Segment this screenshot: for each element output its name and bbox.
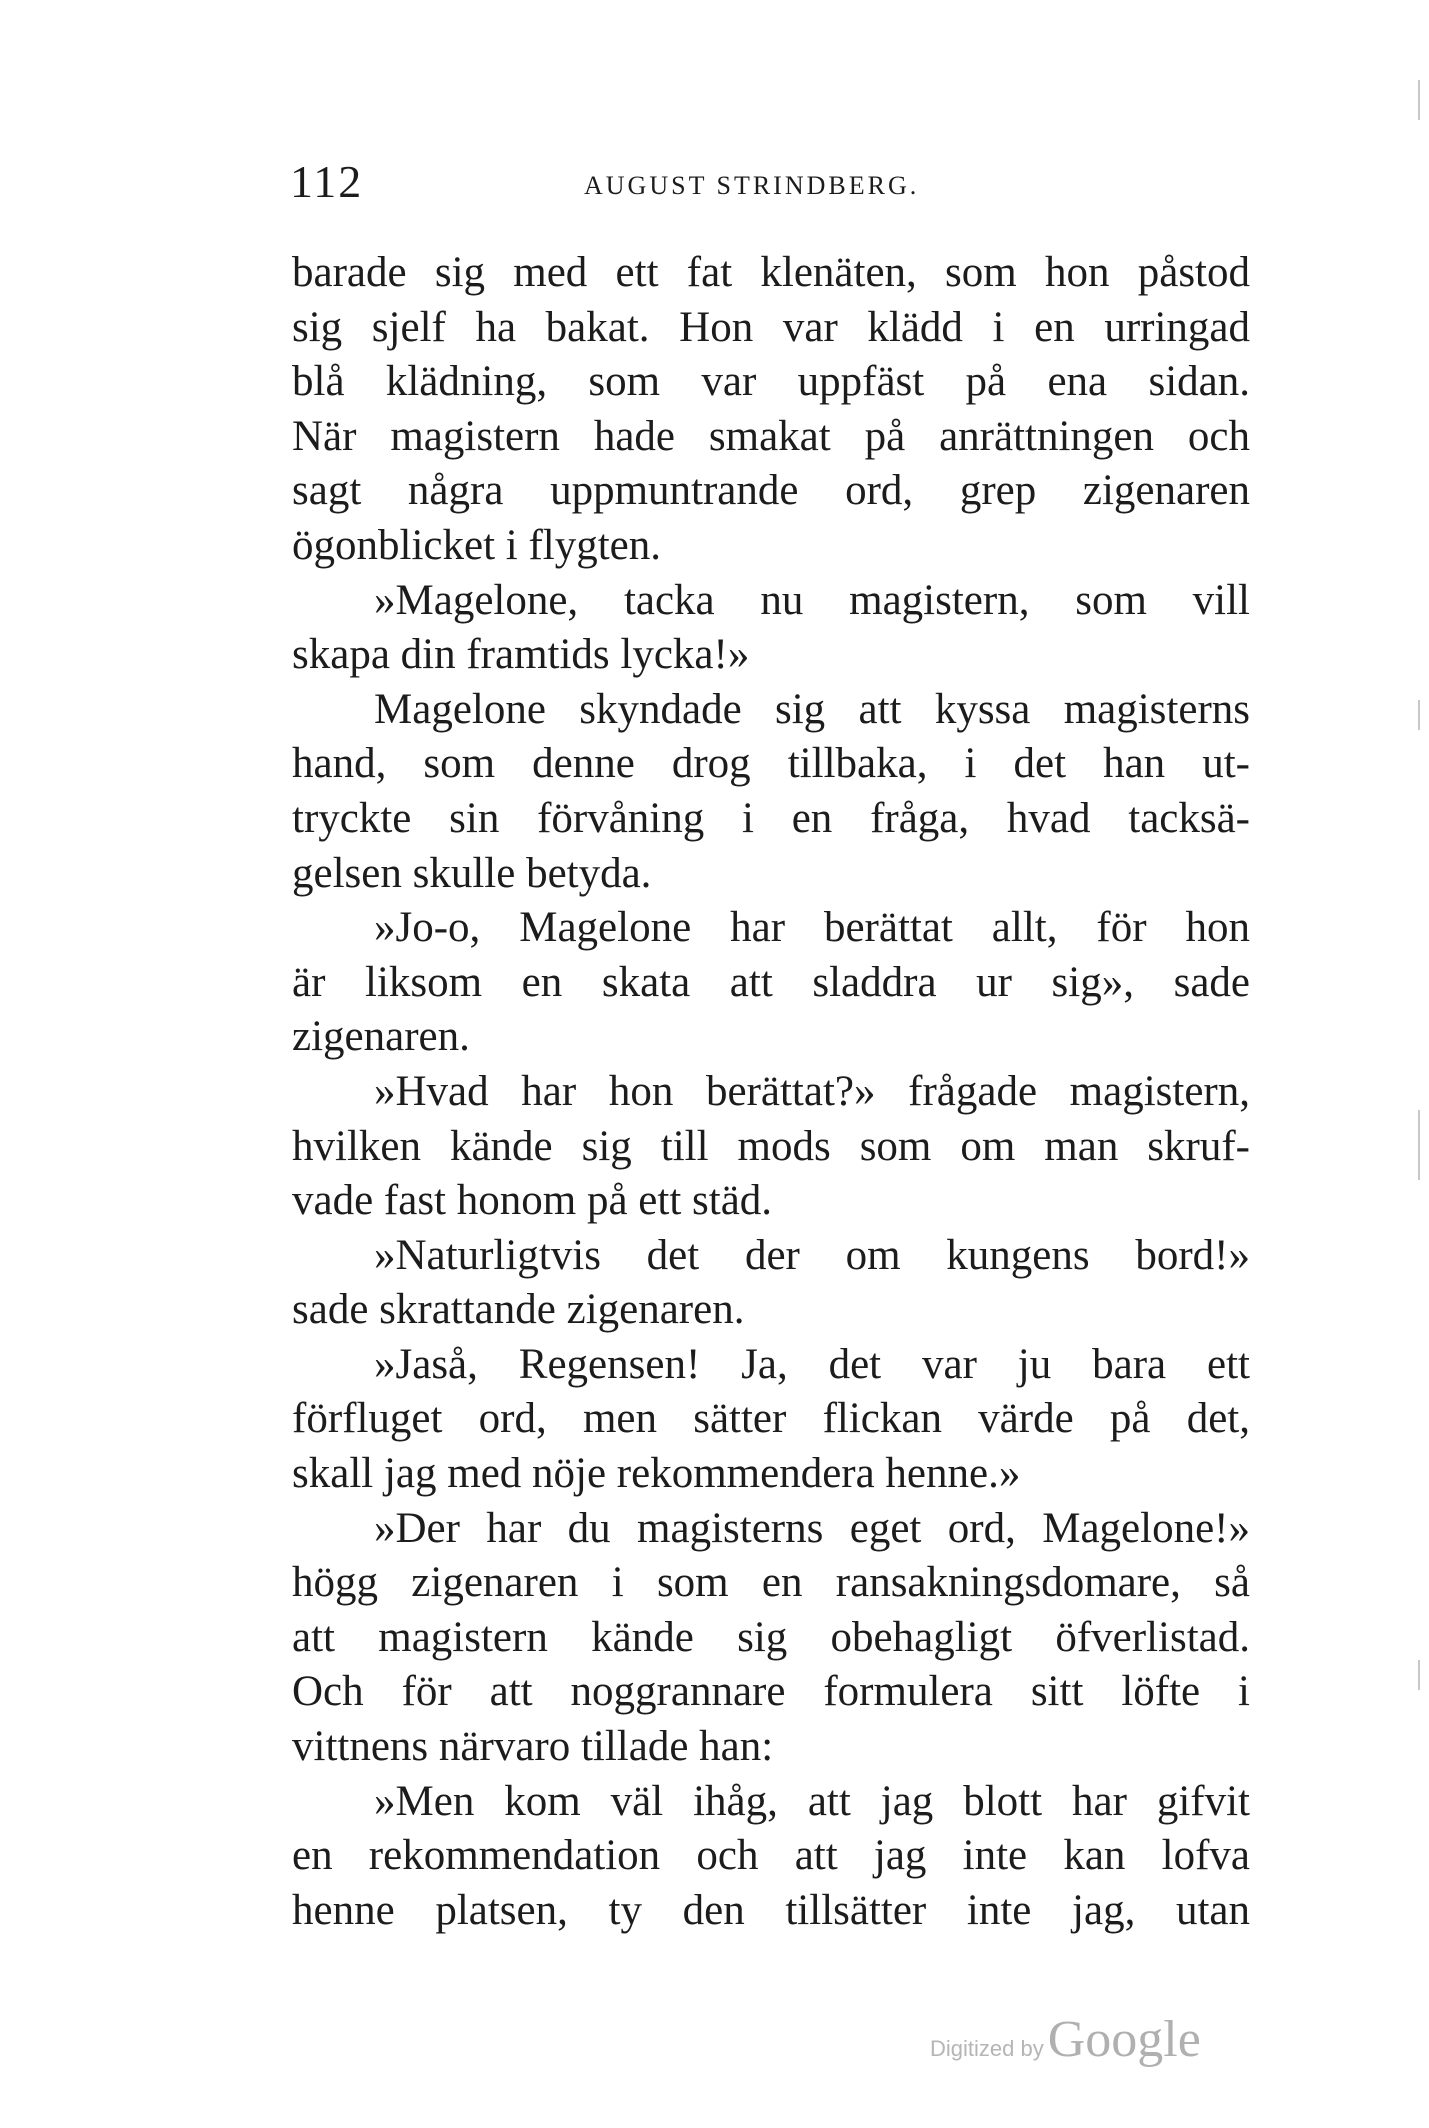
text-line: sagt några uppmuntrande ord, grep zigenaren	[292, 467, 1250, 515]
scan-edge-mark	[1418, 80, 1420, 120]
text-line: skall jag med nöje rekommendera henne.»	[292, 1450, 1021, 1498]
text-line: vade fast honom på ett städ.	[292, 1177, 773, 1225]
text-line: »Jaså, Regensen! Ja, det var ju bara ett	[374, 1340, 1250, 1388]
text-line: sade skrattande zigenaren.	[292, 1286, 745, 1334]
text-line: »Men kom väl ihåg, att jag blott har gifvit	[374, 1777, 1250, 1825]
text-line: hvilken kände sig till mods som om man skruf-	[292, 1122, 1250, 1170]
text-line: Och för att noggrannare formulera sitt löfte i	[292, 1668, 1250, 1716]
scan-edge-mark	[1418, 1660, 1420, 1690]
text-line: är liksom en skata att sladdra ur sig», sade	[292, 958, 1250, 1006]
text-line: När magistern hade smakat på anrättningen och	[292, 412, 1250, 460]
text-line: ögonblicket i flygten.	[292, 521, 662, 569]
text-line: barade sig med ett fat klenäten, som hon påstod	[292, 249, 1250, 296]
text-line: »Der har du magisterns eget ord, Magelone!»	[374, 1504, 1250, 1552]
scan-edge-mark	[1418, 1110, 1420, 1180]
text-line: tryckte sin förvåning i en fråga, hvad tacksä-	[292, 794, 1250, 842]
text-line: »Hvad har hon berättat?» frågade magistern,	[374, 1067, 1250, 1115]
page-header	[290, 155, 1250, 215]
body-text	[292, 246, 1250, 1938]
scan-edge-mark	[1418, 700, 1420, 730]
text-line: gelsen skulle betyda.	[292, 849, 652, 897]
text-line: henne platsen, ty den tillsätter inte jag, utan	[292, 1886, 1250, 1934]
text-line: högg zigenaren i som en ransakningsdomare, så	[292, 1559, 1250, 1607]
text-line: skapa din framtids lycka!»	[292, 631, 750, 679]
text-line: zigenaren.	[292, 1013, 470, 1061]
page-number: 112	[290, 156, 364, 207]
running-head: AUGUST STRINDBERG.	[584, 171, 920, 200]
text-line: sig sjelf ha bakat. Hon var klädd i en urringad	[292, 303, 1250, 351]
watermark-brand: Google	[1047, 2011, 1201, 2068]
text-line: att magistern kände sig obehagligt öfverlistad.	[292, 1613, 1250, 1661]
text-line: hand, som denne drog tillbaka, i det han ut-	[292, 740, 1250, 788]
text-line: blå klädning, som var uppfäst på ena sidan.	[292, 358, 1250, 406]
text-line: »Jo-o, Magelone har berättat allt, för hon	[374, 904, 1250, 952]
digitized-watermark	[930, 2010, 1201, 2069]
text-line: »Magelone, tacka nu magistern, som vill	[374, 576, 1250, 624]
text-line: vittnens närvaro tillade han:	[292, 1723, 774, 1771]
watermark-prefix: Digitized by	[930, 2036, 1044, 2061]
text-line: »Naturligtvis det der om kungens bord!»	[374, 1231, 1250, 1279]
text-line: Magelone skyndade sig att kyssa magisterns	[374, 685, 1250, 733]
text-line: förfluget ord, men sätter flickan värde på det,	[292, 1395, 1250, 1443]
text-line: en rekommendation och att jag inte kan lofva	[292, 1832, 1250, 1880]
